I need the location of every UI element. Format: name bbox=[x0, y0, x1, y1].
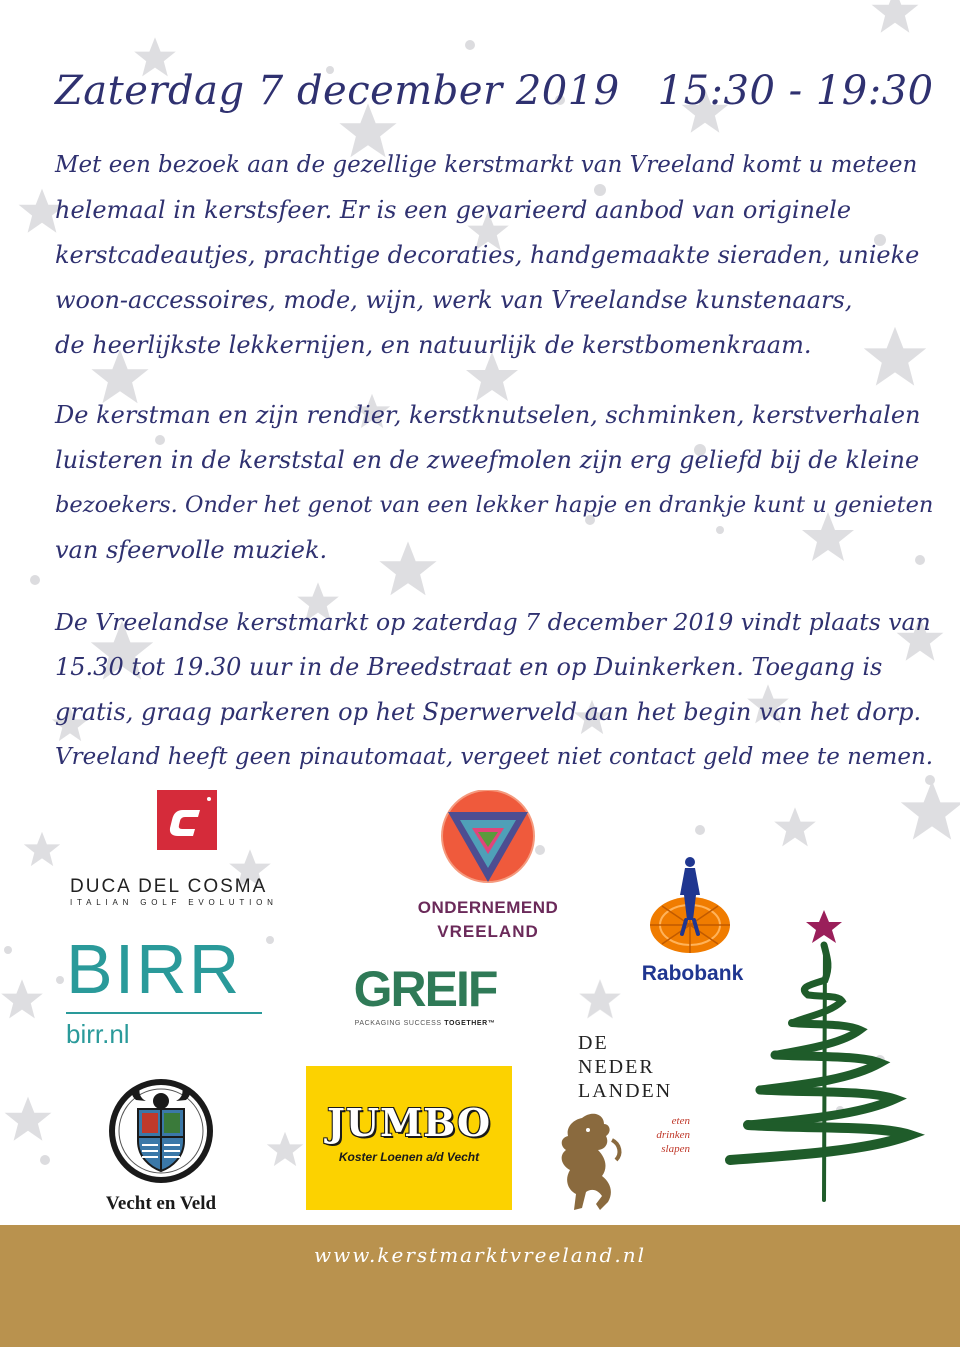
text-line: helemaal in kerstsfeer. Er is een gevarieerd aanbod van originele bbox=[55, 196, 852, 224]
ondernemend-vreeland-logo bbox=[398, 790, 578, 945]
text-line: De kerstman en zijn rendier, kerstknutselen, schminken, kerstverhalen bbox=[55, 401, 921, 429]
event-date: Zaterdag 7 december 2019 bbox=[55, 68, 620, 114]
birr-url: birr.nl bbox=[66, 1019, 130, 1049]
birr-divider bbox=[66, 1012, 262, 1014]
text-line: Vreeland heeft geen pinautomaat, vergeet niet contact geld mee te nemen. bbox=[55, 744, 934, 770]
greif-tagline bbox=[340, 1020, 510, 1027]
event-time: 15:30 - 19:30 bbox=[657, 68, 934, 114]
christmas-tree-icon bbox=[720, 905, 930, 1205]
slogan-drinken: drinken bbox=[656, 1129, 690, 1141]
ondernemend-line2: VREELAND bbox=[437, 922, 539, 941]
website-url[interactable]: www.kerstmarktvreeland.nl bbox=[314, 1243, 646, 1267]
greif-logo bbox=[340, 960, 510, 1035]
nederlanden-slogan bbox=[640, 1114, 690, 1156]
rabobank-name: Rabobank bbox=[641, 962, 744, 985]
vecht-en-veld-logo bbox=[76, 1075, 246, 1220]
jumbo-subline: Koster Loenen a/d Vecht bbox=[338, 1150, 480, 1164]
nederlanden-line1: DE bbox=[578, 1032, 609, 1054]
duca-name: DUCA DEL COSMA bbox=[70, 876, 268, 897]
greif-tagline-b: TOGETHER™ bbox=[444, 1020, 496, 1027]
birr-wordmark: BIRR bbox=[66, 930, 242, 1008]
text-line: De Vreelandse kerstmarkt op zaterdag 7 december 2019 vindt plaats van bbox=[55, 608, 931, 636]
text-line: van sfeervolle muziek. bbox=[55, 536, 328, 564]
text-line: 15.30 tot 19.30 uur in de Breedstraat en op Duinkerken. Toegang is bbox=[55, 653, 883, 681]
practical-info-paragraph bbox=[55, 600, 935, 780]
text-line: woon-accessoires, mode, wijn, werk van Vreelandse kunstenaars, bbox=[55, 286, 853, 314]
slogan-slapen: slapen bbox=[661, 1143, 690, 1155]
ondernemend-line1: ONDERNEMEND bbox=[417, 898, 559, 917]
text-line: bezoekers. Onder het genot van een lekker hapje en drankje kunt u genieten bbox=[55, 492, 934, 518]
greif-wordmark: GREIF bbox=[353, 961, 497, 1017]
text-line: gratis, graag parkeren op het Sperwerveld aan het begin van het dorp. bbox=[55, 698, 922, 726]
jumbo-logo bbox=[306, 1066, 512, 1210]
slogan-eten: eten bbox=[671, 1115, 690, 1127]
intro-paragraph bbox=[55, 143, 935, 368]
birr-logo bbox=[66, 930, 262, 1055]
nederlanden-line3: LANDEN bbox=[578, 1080, 673, 1102]
jumbo-wordmark: JUMBO bbox=[326, 1100, 492, 1145]
duca-del-cosma-logo bbox=[66, 790, 314, 910]
vecht-name: Vecht en Veld bbox=[105, 1193, 217, 1214]
ondernemend-emblem-icon bbox=[398, 790, 578, 890]
de-nederlanden-logo bbox=[552, 1032, 712, 1217]
duca-tagline: ITALIAN GOLF EVOLUTION bbox=[70, 898, 278, 907]
event-headline bbox=[55, 68, 935, 114]
greif-tagline-a: PACKAGING SUCCESS bbox=[354, 1020, 442, 1027]
text-line: Met een bezoek aan de gezellige kerstmarkt van Vreeland komt u meteen bbox=[55, 152, 918, 178]
text-line: luisteren in de kerststal en de zweefmolen zijn erg geliefd bij de kleine bbox=[55, 446, 920, 474]
footer-band bbox=[0, 1225, 960, 1347]
activities-paragraph bbox=[55, 393, 935, 573]
text-line: de heerlijkste lekkernijen, en natuurlijk de kerstbomenkraam. bbox=[55, 331, 812, 359]
text-line: kerstcadeautjes, prachtige decoraties, handgemaakte sieraden, unieke bbox=[55, 241, 920, 269]
nederlanden-line2: NEDER bbox=[578, 1056, 655, 1078]
lion-icon bbox=[552, 1110, 632, 1215]
vecht-crest-icon bbox=[76, 1075, 246, 1185]
